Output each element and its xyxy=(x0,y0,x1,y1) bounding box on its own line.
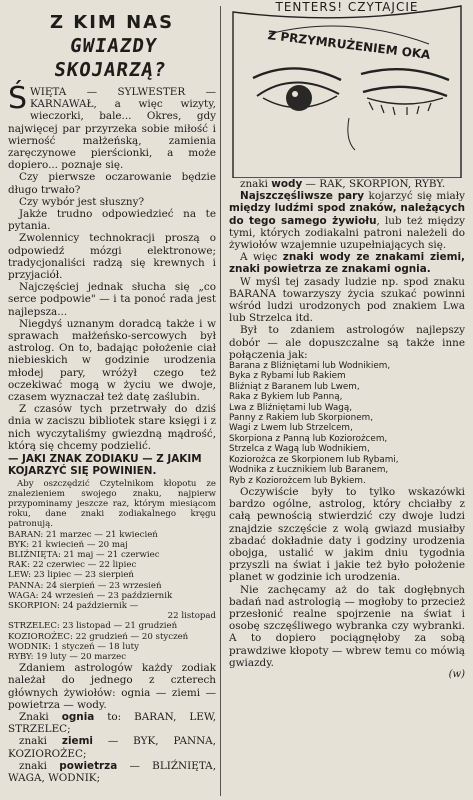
earth-prefix: znaki xyxy=(19,735,62,748)
elements-paragraph: Zdaniem astrologów każdy zodiak należał do jednego z czterech głównych żywiołów: ognia — ziemi — powietrza — wody. xyxy=(8,662,216,711)
earth-word: ziemi xyxy=(61,735,93,748)
pair-item: Wodnika z Łucznikiem lub Baranem, xyxy=(229,465,389,476)
air-sign-list: — BLIŹNIĘTA, WAGA, WODNIK; xyxy=(8,759,216,784)
pair-item: Byka z Rybami lub Rakiem xyxy=(229,371,346,382)
intro-paragraph: Czy pierwsze oczarowanie będzie długo trwało? xyxy=(8,171,216,196)
left-column xyxy=(8,0,216,784)
article-title-line1: Z KIM NAS xyxy=(49,12,175,33)
zodiac-date: LEW: 23 lipiec — 23 sierpień xyxy=(8,570,134,581)
intro-paragraph: Z czasów tych przetrwały do dziś dnia w zaciszu bibliotek stare księgi i z nich wyczytaliśmy gwiezdną mądrość, którą się chcemy podzielić. xyxy=(8,403,216,452)
pair-item: Barana z Bliźniętami lub Wodnikiem, xyxy=(229,361,391,372)
water-word: wody xyxy=(271,178,303,190)
illustration-banner xyxy=(229,0,465,178)
pair-item: Skorpiona z Panną lub Koziorożcem, xyxy=(229,433,388,444)
air-word: powietrza xyxy=(59,759,118,772)
pair-item: Strzelca z Wagą lub Wodnikiem, xyxy=(229,444,370,455)
closing-paragraph: Nie zachęcamy aż do tak dogłębnych badań nad astrologią — mogłoby to przecież przesłonić realne spojrzenie na świat i osobę szczęśliwego wybranka czy wybranki. A to dopiero pociągnęłoby za sobą prawdziwe kłopoty — wbrew temu co mówią gwiazdy. xyxy=(229,583,465,669)
earth-signs xyxy=(8,735,216,759)
zodiac-date: 22 listopad xyxy=(167,611,216,622)
pairs-list xyxy=(229,361,465,486)
zodiac-date: KOZIOROŻEC: 22 grudzień — 20 styczeń xyxy=(8,631,189,642)
happiest-bold-1: Najszczęśliwsze pary xyxy=(240,190,365,203)
so-bold: znaki wody ze znakami ziemi, znaki powietrza ze znakami ognia. xyxy=(229,251,465,276)
pair-item: Panny z Rakiem lub Skorpionem, xyxy=(229,413,374,424)
intro-paragraph: Jakże trudno odpowiedzieć na te pytania. xyxy=(8,208,216,233)
zodiac-subheading: — JAKI ZNAK ZODIAKU — Z JAKIM KOJARZYĆ SIĘ POWINIEN. xyxy=(8,453,202,478)
zodiac-date-list xyxy=(8,530,216,663)
banner-title: Z PRZYMRUŻENIEM OKA xyxy=(266,28,432,62)
earth-sign-list: — BYK, PANNA, KOZIOROŻEC; xyxy=(8,735,216,760)
author-signature: (w) xyxy=(448,668,465,680)
zodiac-date: BARAN: 21 marzec — 21 kwiecień xyxy=(8,529,158,540)
so-text: A więc xyxy=(240,251,283,264)
zodiac-date: WODNIK: 1 styczeń — 18 luty xyxy=(8,641,139,652)
pair-item: Bliźniąt z Baranem lub Lwem, xyxy=(229,381,360,392)
intro-paragraph: ŚWIĘTA — SYLWESTER — KARNAWAŁ, a więc wizyty, wieczorki, bale... Okres, gdy najwięcej par przyrzeka sobie miłość i wierność małżeńską, zamienia zaręczynowe pierścionki, a może dopiero... poznaje się. xyxy=(8,81,216,172)
right-column xyxy=(229,0,465,680)
air-prefix: znaki xyxy=(19,759,60,772)
zodiac-date: BYK: 21 kwiecień — 20 maj xyxy=(8,539,128,550)
zodiac-date: RAK: 22 czerwiec — 22 lipiec xyxy=(8,560,137,571)
intro-paragraph: Czy wybór jest słuszny? xyxy=(19,195,145,208)
fire-signs xyxy=(8,711,216,735)
zodiac-date: WAGA: 24 wrzesień — 23 październik xyxy=(8,590,173,601)
zodiac-intro: Aby oszczędzić Czytelnikom kłopotu ze znalezieniem swojego znaku, najpierw przypominamy jeszcze raz, którym miesiącom roku, dane znaki zodiakalnego kręgu patronują. xyxy=(8,478,216,530)
water-prefix: znaki xyxy=(240,178,272,190)
fire-word: ognia xyxy=(61,710,95,723)
pair-item: Ryb z Koziorożcem lub Bykiem. xyxy=(229,475,366,486)
combination-paragraph xyxy=(229,251,465,275)
article-title-line2: GWIAZDY SKOJARZĄ? xyxy=(52,35,168,81)
intro-paragraph: Niegdyś uznanym doradcą także i w sprawach małżeńsko-sercowych był astrolog. On to, badając położenie ciał niebieskich w godzinie urodzenia młodej pary, wróżył czego też oczekiwać mogą w życiu we dwoje, czasem wyznaczał też datę zaślubin. xyxy=(8,317,216,404)
pair-item: Koziorożca ze Skorpionem lub Rybami, xyxy=(229,454,399,465)
zodiac-date: BLIŹNIĘTA: 21 maj — 21 czerwiec xyxy=(8,549,160,560)
water-sign-list: — RAK, SKORPION, RYBY. xyxy=(302,178,446,190)
happiest-bold-2: między ludźmi spod znaków, należących do tego samego żywiołu xyxy=(229,202,465,227)
happiest-pairs-paragraph xyxy=(229,190,465,251)
astro-intro-paragraph: Był to zdaniem astrologów najlepszy dobór — ale dopuszczalne są także inne połączenia jak: xyxy=(229,324,465,361)
fire-prefix: Znaki xyxy=(19,710,62,723)
banner-tag: TENTERS! CZYTAJCIE xyxy=(275,0,419,14)
zodiac-date: STRZELEC: 23 listopad — 21 grudzień xyxy=(8,621,178,632)
happiest-text-1: kojarzyć się miały xyxy=(364,190,465,203)
intro-paragraph: Zwolennicy technokracji proszą o odpowiedź mózgi elektronowe; tradycjonaliści radzą się krewnych i przyjaciół. xyxy=(8,232,216,282)
water-signs xyxy=(229,178,465,190)
fire-sign-list: to: BARAN, LEW, STRZELEC; xyxy=(8,710,216,736)
pair-item: Raka z Bykiem lub Panną, xyxy=(229,392,343,403)
air-signs xyxy=(8,760,216,784)
pair-item: Lwa z Bliźniętami lub Wagą, xyxy=(229,402,353,413)
principle-paragraph: W myśl tej zasady ludzie np. spod znaku BARANA towarzyszy życia szukać powinni wśród ludzi urodzonych pod znakiem Lwa lub Strzelca itd. xyxy=(229,275,465,325)
intro-paragraph: Najczęściej jednak słucha się „co serce podpowie" — i ta ponoć rada jest najlepsza... xyxy=(8,281,216,318)
pair-item: Wagi z Lwem lub Strzelcem, xyxy=(229,423,353,434)
zodiac-date: PANNA: 24 sierpień — 23 wrzesień xyxy=(8,580,162,591)
happiest-text-2: , lub też między tymi, których zodiakalni patroni należeli do żywiołów wzajemnie uzupełniających się. xyxy=(229,214,465,252)
zodiac-date: SKORPION: 24 październik — xyxy=(8,600,139,611)
zodiac-date: RYBY: 19 luty — 20 marzec xyxy=(8,651,127,662)
column-divider xyxy=(220,6,221,796)
closing-paragraph: Oczywiście były to tylko wskazówki bardzo ogólne, astrolog, który chciałby z całą pewnością stwierdzić czy dwoje ludzi znajdzie szczęście z wolą gwiazd musiałby zbadać dokładnie daty i godziny urodzenia obojga, ustalić w jakim dniu tygodnia przyszli na świat i jakie też było położenie planet w godzinie ich urodzenia. xyxy=(229,485,465,584)
